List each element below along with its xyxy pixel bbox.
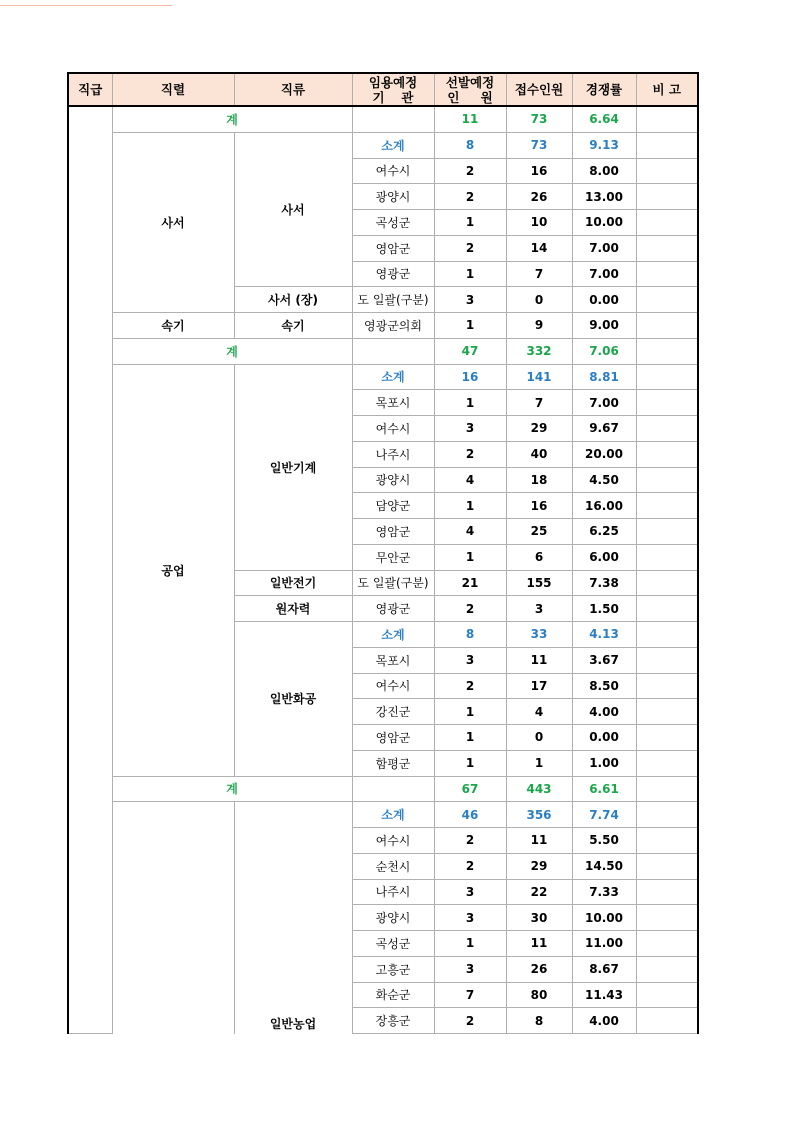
rate-cell: 16.00 bbox=[572, 493, 636, 519]
remarks-cell bbox=[636, 544, 698, 570]
table-row bbox=[68, 106, 698, 132]
agency-cell: 함평군 bbox=[352, 750, 434, 776]
remarks-cell bbox=[636, 106, 698, 132]
header-row bbox=[68, 73, 698, 106]
table-row bbox=[68, 776, 698, 802]
applicants-cell: 11 bbox=[506, 647, 572, 673]
grade-cell bbox=[68, 106, 112, 1034]
quota-cell: 1 bbox=[434, 313, 506, 339]
applicants-cell: 16 bbox=[506, 493, 572, 519]
applicants-cell: 7 bbox=[506, 261, 572, 287]
class-cell: 사서 (장) bbox=[234, 287, 352, 313]
agency-cell: 화순군 bbox=[352, 982, 434, 1008]
total-quota: 47 bbox=[434, 338, 506, 364]
rate-cell: 7.00 bbox=[572, 261, 636, 287]
rate-cell: 4.00 bbox=[572, 699, 636, 725]
remarks-cell bbox=[636, 416, 698, 442]
quota-cell: 3 bbox=[434, 956, 506, 982]
remarks-cell bbox=[636, 158, 698, 184]
subtotal-applicants: 33 bbox=[506, 622, 572, 648]
total-label: 계 bbox=[112, 106, 352, 132]
quota-cell: 1 bbox=[434, 390, 506, 416]
total-applicants: 332 bbox=[506, 338, 572, 364]
applicants-cell: 17 bbox=[506, 673, 572, 699]
total-applicants: 443 bbox=[506, 776, 572, 802]
rate-cell: 0.00 bbox=[572, 287, 636, 313]
agency-cell: 여수시 bbox=[352, 673, 434, 699]
agency-cell: 곡성군 bbox=[352, 931, 434, 957]
applicants-cell: 3 bbox=[506, 596, 572, 622]
applicants-cell: 26 bbox=[506, 956, 572, 982]
rate-cell: 13.00 bbox=[572, 184, 636, 210]
rate-cell: 7.33 bbox=[572, 879, 636, 905]
quota-cell: 1 bbox=[434, 750, 506, 776]
rate-cell: 20.00 bbox=[572, 441, 636, 467]
rate-cell: 4.50 bbox=[572, 467, 636, 493]
rate-cell: 8.00 bbox=[572, 158, 636, 184]
quota-cell: 3 bbox=[434, 905, 506, 931]
header-remarks: 비 고 bbox=[636, 73, 698, 106]
recruitment-table bbox=[67, 72, 699, 1034]
quota-cell: 2 bbox=[434, 184, 506, 210]
rate-cell: 14.50 bbox=[572, 853, 636, 879]
agency-cell: 영광군 bbox=[352, 261, 434, 287]
remarks-cell bbox=[636, 184, 698, 210]
header-class: 직류 bbox=[234, 73, 352, 106]
class-cell: 일반농업 bbox=[234, 802, 352, 1034]
applicants-cell: 18 bbox=[506, 467, 572, 493]
applicants-cell: 22 bbox=[506, 879, 572, 905]
subtotal-label: 소계 bbox=[352, 364, 434, 390]
total-applicants: 73 bbox=[506, 106, 572, 132]
class-cell: 속기 bbox=[234, 313, 352, 339]
agency-cell: 순천시 bbox=[352, 853, 434, 879]
empty-cell bbox=[352, 776, 434, 802]
agency-cell: 장흥군 bbox=[352, 1008, 434, 1034]
quota-cell: 4 bbox=[434, 467, 506, 493]
remarks-cell bbox=[636, 725, 698, 751]
agency-cell: 나주시 bbox=[352, 879, 434, 905]
rate-cell: 0.00 bbox=[572, 725, 636, 751]
remarks-cell bbox=[636, 235, 698, 261]
remarks-cell bbox=[636, 647, 698, 673]
applicants-cell: 8 bbox=[506, 1008, 572, 1034]
agency-cell: 곡성군 bbox=[352, 210, 434, 236]
quota-cell: 1 bbox=[434, 725, 506, 751]
subtotal-rate: 7.74 bbox=[572, 802, 636, 828]
class-cell: 일반기계 bbox=[234, 364, 352, 570]
remarks-cell bbox=[636, 853, 698, 879]
agency-cell: 담양군 bbox=[352, 493, 434, 519]
remarks-cell bbox=[636, 570, 698, 596]
subtotal-rate: 9.13 bbox=[572, 132, 636, 158]
subtotal-rate: 4.13 bbox=[572, 622, 636, 648]
remarks-cell bbox=[636, 287, 698, 313]
header-quota bbox=[434, 73, 506, 106]
remarks-cell bbox=[636, 673, 698, 699]
quota-cell: 3 bbox=[434, 287, 506, 313]
agency-cell: 광양시 bbox=[352, 184, 434, 210]
rate-cell: 4.00 bbox=[572, 1008, 636, 1034]
class-cell: 사서 bbox=[234, 132, 352, 287]
applicants-cell: 155 bbox=[506, 570, 572, 596]
remarks-cell bbox=[636, 905, 698, 931]
remarks-cell bbox=[636, 596, 698, 622]
table-row bbox=[68, 338, 698, 364]
quota-cell: 3 bbox=[434, 416, 506, 442]
applicants-cell: 26 bbox=[506, 184, 572, 210]
rate-cell: 6.00 bbox=[572, 544, 636, 570]
table-row bbox=[68, 364, 698, 390]
header-agency-line1: 임용예정 bbox=[368, 74, 418, 90]
remarks-cell bbox=[636, 493, 698, 519]
applicants-cell: 11 bbox=[506, 931, 572, 957]
agency-cell: 영광군 bbox=[352, 596, 434, 622]
agency-cell: 목포시 bbox=[352, 390, 434, 416]
subtotal-quota: 16 bbox=[434, 364, 506, 390]
agency-cell: 강진군 bbox=[352, 699, 434, 725]
top-divider-line bbox=[0, 5, 172, 6]
rate-cell: 3.67 bbox=[572, 647, 636, 673]
quota-cell: 2 bbox=[434, 853, 506, 879]
empty-cell bbox=[352, 338, 434, 364]
quota-cell: 1 bbox=[434, 544, 506, 570]
header-quota-line1: 선발예정 bbox=[445, 74, 495, 90]
subtotal-quota: 8 bbox=[434, 132, 506, 158]
subtotal-label: 소계 bbox=[352, 132, 434, 158]
quota-cell: 1 bbox=[434, 210, 506, 236]
applicants-cell: 6 bbox=[506, 544, 572, 570]
remarks-cell bbox=[636, 261, 698, 287]
remarks-cell bbox=[636, 132, 698, 158]
series-cell: 속기 bbox=[112, 313, 234, 339]
remarks-cell bbox=[636, 802, 698, 828]
agency-cell: 나주시 bbox=[352, 441, 434, 467]
series-cell: 공업 bbox=[112, 364, 234, 776]
applicants-cell: 29 bbox=[506, 416, 572, 442]
subtotal-quota: 46 bbox=[434, 802, 506, 828]
remarks-cell bbox=[636, 622, 698, 648]
agency-cell: 고흥군 bbox=[352, 956, 434, 982]
header-rate: 경쟁률 bbox=[572, 73, 636, 106]
agency-cell: 여수시 bbox=[352, 158, 434, 184]
applicants-cell: 11 bbox=[506, 828, 572, 854]
quota-cell: 2 bbox=[434, 1008, 506, 1034]
class-cell: 원자력 bbox=[234, 596, 352, 622]
total-label: 계 bbox=[112, 776, 352, 802]
agency-cell: 영암군 bbox=[352, 235, 434, 261]
quota-cell: 2 bbox=[434, 596, 506, 622]
agency-cell: 목포시 bbox=[352, 647, 434, 673]
quota-cell: 7 bbox=[434, 982, 506, 1008]
subtotal-applicants: 73 bbox=[506, 132, 572, 158]
remarks-cell bbox=[636, 828, 698, 854]
remarks-cell bbox=[636, 364, 698, 390]
subtotal-quota: 8 bbox=[434, 622, 506, 648]
quota-cell: 2 bbox=[434, 235, 506, 261]
applicants-cell: 80 bbox=[506, 982, 572, 1008]
agency-cell: 도 일괄(구분) bbox=[352, 287, 434, 313]
rate-cell: 7.38 bbox=[572, 570, 636, 596]
agency-cell: 영암군 bbox=[352, 725, 434, 751]
rate-cell: 11.43 bbox=[572, 982, 636, 1008]
remarks-cell bbox=[636, 750, 698, 776]
class-cell: 일반화공 bbox=[234, 622, 352, 777]
total-rate: 7.06 bbox=[572, 338, 636, 364]
header-grade: 직급 bbox=[68, 73, 112, 106]
rate-cell: 8.50 bbox=[572, 673, 636, 699]
quota-cell: 2 bbox=[434, 441, 506, 467]
applicants-cell: 25 bbox=[506, 519, 572, 545]
header-series: 직렬 bbox=[112, 73, 234, 106]
remarks-cell bbox=[636, 1008, 698, 1034]
remarks-cell bbox=[636, 210, 698, 236]
series-cell: 사서 bbox=[112, 132, 234, 312]
rate-cell: 6.25 bbox=[572, 519, 636, 545]
applicants-cell: 7 bbox=[506, 390, 572, 416]
total-quota: 11 bbox=[434, 106, 506, 132]
table-row bbox=[68, 132, 698, 158]
subtotal-label: 소계 bbox=[352, 802, 434, 828]
header-applicants: 접수인원 bbox=[506, 73, 572, 106]
applicants-cell: 9 bbox=[506, 313, 572, 339]
rate-cell: 7.00 bbox=[572, 390, 636, 416]
remarks-cell bbox=[636, 441, 698, 467]
rate-cell: 10.00 bbox=[572, 905, 636, 931]
agency-cell: 영광군의회 bbox=[352, 313, 434, 339]
quota-cell: 1 bbox=[434, 931, 506, 957]
remarks-cell bbox=[636, 390, 698, 416]
header-quota-line2: 인 원 bbox=[447, 89, 493, 105]
total-label: 계 bbox=[112, 338, 352, 364]
applicants-cell: 16 bbox=[506, 158, 572, 184]
agency-cell: 광양시 bbox=[352, 467, 434, 493]
rate-cell: 7.00 bbox=[572, 235, 636, 261]
quota-cell: 21 bbox=[434, 570, 506, 596]
subtotal-applicants: 356 bbox=[506, 802, 572, 828]
agency-cell: 영암군 bbox=[352, 519, 434, 545]
applicants-cell: 14 bbox=[506, 235, 572, 261]
table-row bbox=[68, 313, 698, 339]
remarks-cell bbox=[636, 956, 698, 982]
applicants-cell: 10 bbox=[506, 210, 572, 236]
rate-cell: 5.50 bbox=[572, 828, 636, 854]
subtotal-applicants: 141 bbox=[506, 364, 572, 390]
empty-cell bbox=[352, 106, 434, 132]
agency-cell: 무안군 bbox=[352, 544, 434, 570]
subtotal-label: 소계 bbox=[352, 622, 434, 648]
agency-cell: 도 일괄(구분) bbox=[352, 570, 434, 596]
remarks-cell bbox=[636, 776, 698, 802]
applicants-cell: 4 bbox=[506, 699, 572, 725]
quota-cell: 3 bbox=[434, 647, 506, 673]
remarks-cell bbox=[636, 467, 698, 493]
applicants-cell: 29 bbox=[506, 853, 572, 879]
quota-cell: 1 bbox=[434, 493, 506, 519]
remarks-cell bbox=[636, 313, 698, 339]
rate-cell: 8.67 bbox=[572, 956, 636, 982]
rate-cell: 9.00 bbox=[572, 313, 636, 339]
quota-cell: 3 bbox=[434, 879, 506, 905]
rate-cell: 11.00 bbox=[572, 931, 636, 957]
quota-cell: 4 bbox=[434, 519, 506, 545]
quota-cell: 1 bbox=[434, 699, 506, 725]
quota-cell: 2 bbox=[434, 673, 506, 699]
class-cell: 일반전기 bbox=[234, 570, 352, 596]
rate-cell: 10.00 bbox=[572, 210, 636, 236]
applicants-cell: 30 bbox=[506, 905, 572, 931]
agency-cell: 여수시 bbox=[352, 828, 434, 854]
subtotal-rate: 8.81 bbox=[572, 364, 636, 390]
remarks-cell bbox=[636, 519, 698, 545]
remarks-cell bbox=[636, 982, 698, 1008]
rate-cell: 1.50 bbox=[572, 596, 636, 622]
quota-cell: 2 bbox=[434, 158, 506, 184]
agency-cell: 여수시 bbox=[352, 416, 434, 442]
applicants-cell: 1 bbox=[506, 750, 572, 776]
header-agency bbox=[352, 73, 434, 106]
quota-cell: 2 bbox=[434, 828, 506, 854]
total-rate: 6.64 bbox=[572, 106, 636, 132]
rate-cell: 1.00 bbox=[572, 750, 636, 776]
quota-cell: 1 bbox=[434, 261, 506, 287]
table-row bbox=[68, 802, 698, 828]
remarks-cell bbox=[636, 931, 698, 957]
remarks-cell bbox=[636, 338, 698, 364]
agency-cell: 광양시 bbox=[352, 905, 434, 931]
remarks-cell bbox=[636, 699, 698, 725]
header-agency-line2: 기 관 bbox=[372, 89, 414, 105]
applicants-cell: 40 bbox=[506, 441, 572, 467]
series-cell bbox=[112, 802, 234, 1034]
total-quota: 67 bbox=[434, 776, 506, 802]
total-rate: 6.61 bbox=[572, 776, 636, 802]
remarks-cell bbox=[636, 879, 698, 905]
applicants-cell: 0 bbox=[506, 725, 572, 751]
rate-cell: 9.67 bbox=[572, 416, 636, 442]
applicants-cell: 0 bbox=[506, 287, 572, 313]
